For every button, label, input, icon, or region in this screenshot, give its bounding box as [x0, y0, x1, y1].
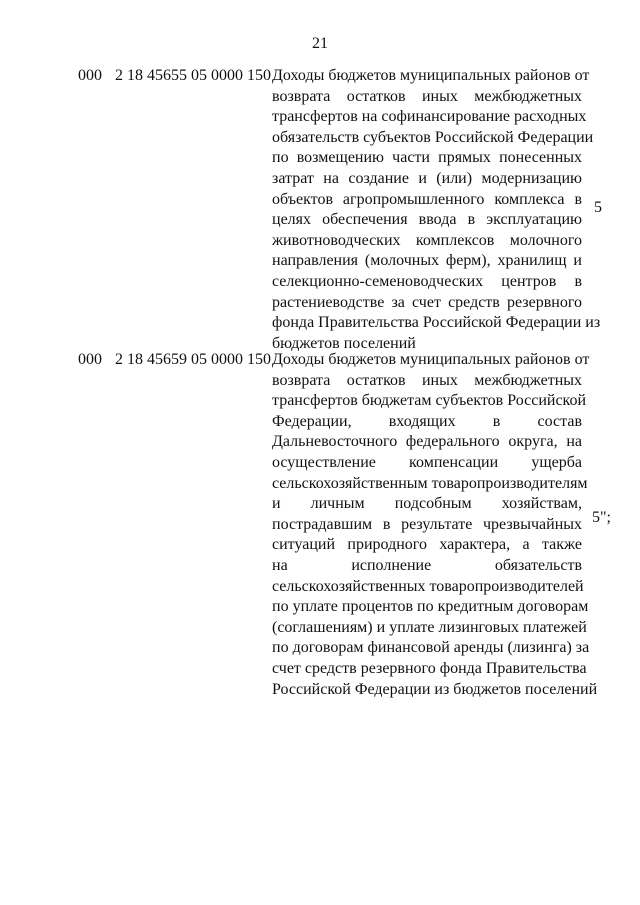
description-line: по уплате процентов по кредитным договорам	[272, 598, 589, 616]
description-line: Доходы бюджетов муниципальных районов от	[272, 351, 590, 368]
description-line: трансфертов на софинансирование расходных	[272, 108, 587, 126]
description-line: Дальневосточного федерального округа, на	[272, 433, 582, 451]
description-line: пострадавшим в результате чрезвычайных	[272, 515, 582, 533]
description-line: бюджетов поселений	[272, 334, 416, 352]
admin-code: 000	[78, 67, 102, 84]
kbk-code: 2 18 45655 05 0000 150	[115, 67, 271, 84]
description-line: фонда Правительства Российской Федерации из	[272, 314, 601, 332]
description-line: животноводческих комплексов молочного	[272, 231, 582, 249]
description-line: на исполнение обязательств	[272, 556, 582, 574]
description-line: по договорам финансовой аренды (лизинга) за	[272, 639, 590, 657]
description-line: по возмещению части прямых понесенных	[272, 149, 582, 167]
description-line: и личным подсобным хозяйствам,	[272, 495, 582, 513]
description-line: направления (молочных ферм), хранилищ и	[272, 252, 582, 270]
standard-value: 5	[594, 199, 602, 216]
income-description	[272, 350, 598, 700]
description-line: осуществление компенсации ущерба	[272, 453, 582, 471]
income-description	[272, 66, 601, 354]
description-line: селекционно-семеноводческих центров в	[272, 272, 582, 290]
description-line: растениеводстве за счет средств резервного	[272, 293, 582, 311]
description-line: счет средств резервного фонда Правительства	[272, 659, 587, 677]
description-line: возврата остатков иных межбюджетных	[272, 87, 582, 105]
description-line: Федерации, входящих в состав	[272, 412, 582, 430]
description-line: сельскохозяйственных товаропроизводителей	[272, 577, 584, 595]
description-line: Доходы бюджетов муниципальных районов от	[272, 67, 590, 84]
description-line: обязательств субъектов Российской Федерации	[272, 128, 594, 146]
standard-value: 5";	[592, 509, 611, 526]
description-line: целях обеспечения ввода в эксплуатацию	[272, 211, 582, 229]
description-line: Российской Федерации из бюджетов поселений	[272, 680, 598, 698]
description-line: возврата остатков иных межбюджетных	[272, 371, 582, 389]
page-number: 21	[312, 35, 328, 52]
description-line: (соглашениям) и уплате лизинговых платежей	[272, 618, 587, 636]
description-line: ситуаций природного характера, а также	[272, 536, 582, 554]
description-line: затрат на создание и (или) модернизацию	[272, 169, 582, 187]
description-line: объектов агропромышленного комплекса в	[272, 190, 582, 208]
kbk-code: 2 18 45659 05 0000 150	[115, 351, 271, 368]
admin-code: 000	[78, 351, 102, 368]
description-line: трансфертов бюджетам субъектов Российской	[272, 392, 587, 410]
description-line: сельскохозяйственным товаропроизводителям	[272, 474, 588, 492]
